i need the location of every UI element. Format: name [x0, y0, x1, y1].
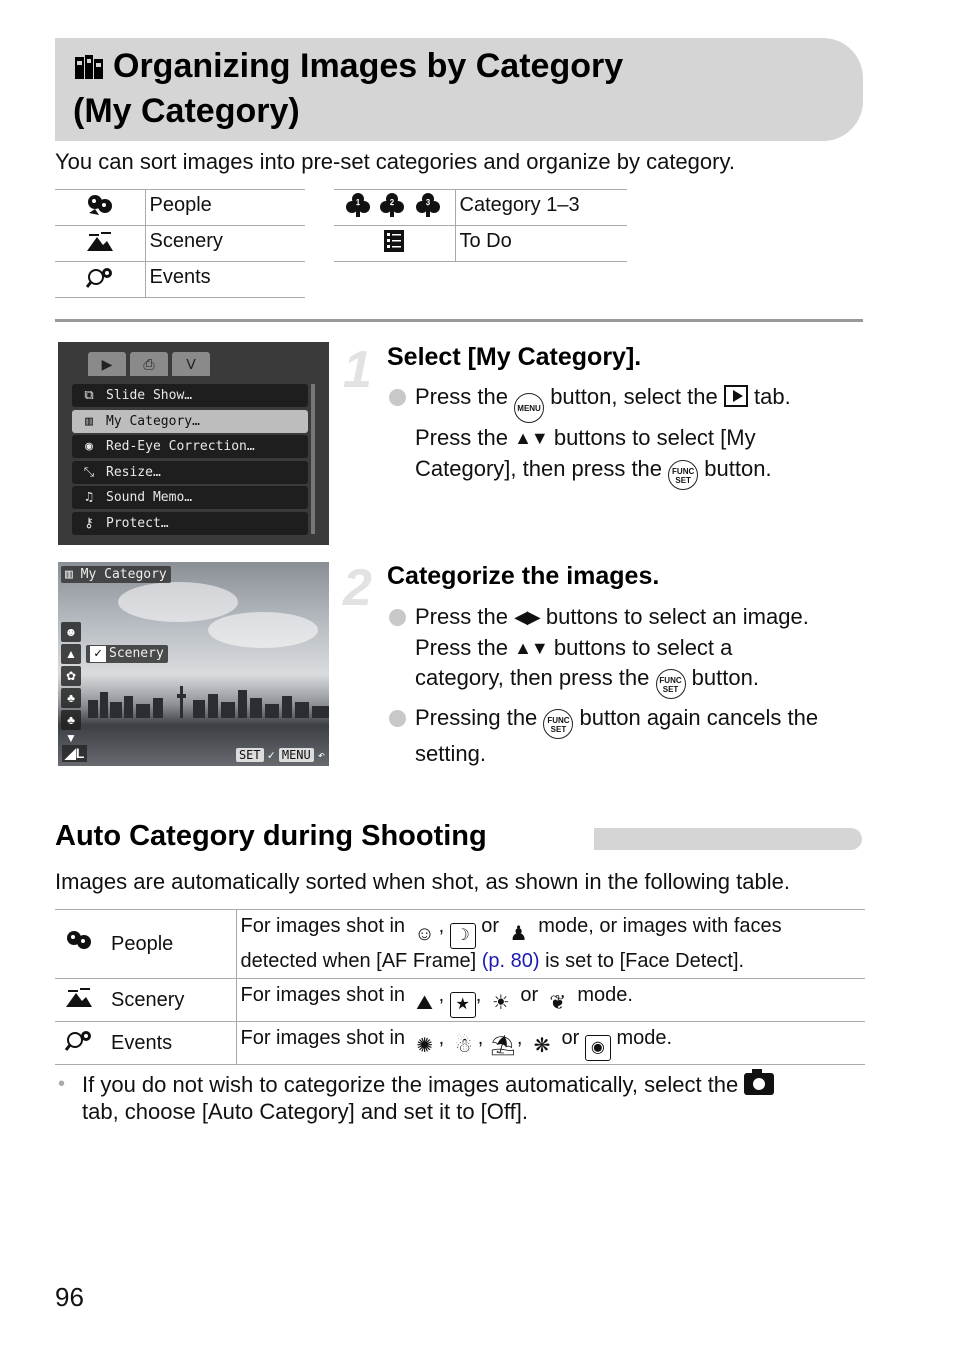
night-scene-mode-icon: ★ [450, 992, 476, 1018]
red-eye-icon: ◉ [85, 439, 93, 455]
section-intro: Images are automatically sorted when shot, as shown in the following table. [55, 869, 790, 894]
left-right-arrows-icon: ◀▶ [514, 607, 540, 627]
func-set-button-icon [668, 460, 698, 490]
step-heading: Select [My Category]. [387, 343, 642, 371]
section-heading: Auto Category during Shooting [55, 820, 487, 852]
my-category-icon: ▥ [65, 567, 81, 582]
category-description [236, 979, 865, 1022]
note-text [82, 1071, 855, 1125]
osd-menu-button: MENU [279, 748, 314, 762]
table-row [55, 979, 865, 1022]
desc-text: , [438, 1026, 445, 1049]
title-line-2: (My Category) [73, 92, 300, 130]
menu-button-icon: MENU [514, 393, 544, 423]
todo-icon [334, 226, 455, 262]
step-text: button again cancels the [579, 705, 819, 730]
menu-item-label: Resize… [106, 464, 161, 480]
key-icon: ⚷ [84, 515, 94, 531]
microphone-icon: ♫ [85, 490, 93, 506]
settings-tab-icon: ⴸ [172, 352, 210, 376]
func-label: FUNC [659, 676, 682, 685]
page-link[interactable]: (p. 80) [481, 950, 540, 972]
osd-button-guide [236, 748, 325, 762]
snow-mode-icon: ☃ [454, 1034, 473, 1057]
set-label: SET [662, 685, 679, 694]
category-label: Events [145, 262, 305, 298]
bullet-dot [389, 609, 406, 626]
category-description [236, 1022, 865, 1065]
camera-category-screen [58, 562, 329, 766]
step-body [387, 602, 862, 770]
func-set-button-icon [656, 669, 686, 699]
desc-text: For images shot in [240, 915, 406, 937]
category-2-icon: ♣ [61, 710, 81, 730]
note [55, 1071, 855, 1125]
menu-item-slide-show [72, 384, 308, 407]
desc-text: or [520, 983, 539, 1006]
night-snapshot-mode-icon: ☽ [450, 923, 476, 949]
desc-text: , [516, 1026, 523, 1049]
step-text: Press the [415, 604, 508, 629]
desc-text: is set to [Face Detect]. [545, 950, 745, 972]
menu-item-label: My Category… [106, 413, 200, 429]
menu-item-label: Slide Show… [106, 388, 193, 403]
step-bullet [387, 382, 857, 490]
step-text: setting. [415, 741, 486, 766]
set-label: SET [550, 725, 567, 734]
desc-text: mode. [616, 1026, 673, 1049]
step-text: Press the [415, 384, 508, 409]
foliage-mode-icon: ❦ [549, 991, 567, 1014]
scenery-icon [55, 226, 145, 262]
desc-text: , [438, 983, 445, 1006]
step-text: Pressing the [415, 705, 538, 730]
page-number: 96 [55, 1282, 84, 1312]
menu-item-resize [72, 461, 308, 484]
check-icon: ✓ [267, 748, 275, 762]
bullet-dot [389, 710, 406, 727]
play-tab-icon [724, 385, 748, 407]
desc-text: , [475, 983, 482, 1006]
menu-item-protect [72, 512, 308, 535]
slideshow-icon: ⧉ [84, 388, 94, 403]
category-label: Scenery [145, 226, 305, 262]
title-line-1: Organizing Images by Category [113, 47, 624, 85]
step-number: 1 [343, 341, 372, 399]
check-icon: ✓ [90, 646, 106, 662]
events-icon [55, 262, 145, 298]
func-label: FUNC [547, 716, 570, 725]
events-icon: ✿ [61, 666, 81, 686]
category-table-people [55, 189, 305, 298]
kids-pets-mode-icon: ♟ [509, 923, 528, 945]
step-bullet [387, 602, 862, 699]
table-row [55, 262, 305, 298]
category-label: People [145, 190, 305, 226]
camera-menu-screen [58, 342, 329, 545]
step-number: 2 [343, 559, 372, 617]
desc-text: or [561, 1026, 580, 1049]
print-tab-icon: ⎙ [130, 352, 168, 376]
table-row [55, 910, 865, 979]
section-divider [55, 319, 863, 322]
svg-text:1: 1 [356, 197, 361, 207]
step-bullet [387, 703, 862, 770]
title-bar [55, 38, 863, 141]
beach-mode-icon: ⛱ [490, 1034, 516, 1057]
up-down-arrows-icon: ▲▼ [514, 637, 548, 658]
menu-item-label: Sound Memo… [106, 490, 193, 506]
step-text: category, then press the [415, 665, 650, 690]
osd-category-list [61, 622, 83, 744]
menu-item-red-eye [72, 435, 308, 458]
scenery-icon: ▲ [61, 644, 81, 664]
step-text: buttons to select a [553, 634, 733, 660]
down-arrow-icon: ▼ [65, 731, 77, 745]
my-category-icon [73, 50, 105, 91]
desc-text: , [477, 1026, 484, 1049]
step-text: buttons to select an image. [545, 604, 809, 629]
camera-tab-icon [744, 1073, 774, 1095]
step-text: Category], then press the [415, 455, 663, 481]
step-text: button. [691, 665, 759, 690]
desc-text: For images shot in [240, 983, 406, 1006]
table-row [334, 190, 627, 226]
desc-text: For images shot in [240, 1026, 406, 1049]
menu-item-label: Protect… [106, 515, 169, 531]
category-1-icon: ♣ [61, 688, 81, 708]
table-row [55, 226, 305, 262]
osd-selected-label: Scenery [109, 646, 164, 661]
svg-text:2: 2 [390, 197, 395, 207]
table-row [55, 190, 305, 226]
people-icon [55, 910, 103, 979]
events-icon [55, 1022, 103, 1065]
osd-selected-category [86, 645, 168, 663]
auto-category-table [55, 909, 865, 1065]
osd-size-label: L [75, 745, 85, 761]
bullet-dot [389, 389, 406, 406]
desc-text: or [481, 915, 500, 937]
camera-menu-list [72, 384, 308, 538]
resize-icon: ⤡ [83, 464, 95, 480]
desc-text: , [438, 915, 445, 937]
menu-scrollbar [311, 384, 315, 534]
play-tab-icon: ▶ [88, 352, 126, 376]
category-table-other [334, 189, 627, 262]
my-category-icon: ▥ [85, 413, 93, 429]
step-text: button. [704, 455, 772, 481]
table-row [55, 1022, 865, 1065]
people-icon [55, 190, 145, 226]
svg-text:3: 3 [426, 197, 431, 207]
set-label: SET [675, 475, 691, 485]
step-text: Press the [415, 634, 508, 660]
page-title [73, 46, 623, 132]
fireworks-mode-icon: ❋ [533, 1034, 551, 1057]
func-label: FUNC [672, 466, 695, 476]
menu-item-label: Red-Eye Correction… [106, 439, 255, 455]
note-text-part: tab, choose [Auto Category] and set it to [Off]. [82, 1099, 528, 1124]
osd-size [62, 745, 87, 762]
landscape-mode-icon: ⛰ [416, 991, 433, 1014]
note-bullet: • [58, 1073, 66, 1095]
step-text: button, select the [550, 384, 718, 409]
osd-title-text: My Category [80, 567, 167, 582]
category-name: Events [103, 1022, 236, 1065]
cloud [118, 582, 238, 622]
portrait-mode-icon: ☺ [414, 923, 435, 945]
party-mode-icon: ✺ [416, 1034, 433, 1057]
osd-title [61, 566, 171, 583]
desc-text: mode. [577, 983, 633, 1006]
desc-text: mode, or images with faces [538, 915, 782, 937]
aquarium-mode-icon: ◉ [585, 1035, 611, 1061]
category-description [236, 910, 865, 979]
step-heading: Categorize the images. [387, 562, 660, 590]
table-row [334, 226, 627, 262]
menu-item-my-category [72, 410, 308, 433]
osd-set-button: SET [236, 748, 264, 762]
up-down-arrows-icon: ▲▼ [514, 428, 548, 448]
step-text: Press the [415, 425, 508, 450]
func-set-button-icon [543, 709, 573, 739]
size-icon: ◢ [65, 745, 76, 761]
note-text-part: If you do not wish to categorize the images automatically, select the [82, 1072, 739, 1097]
menu-item-sound-memo [72, 486, 308, 509]
cloud [208, 612, 318, 648]
category-1-3-icon [334, 190, 455, 226]
people-icon: ☻ [61, 622, 81, 642]
step-body [387, 382, 857, 490]
sunset-mode-icon: ☀ [491, 991, 510, 1014]
return-icon: ↶ [317, 748, 325, 762]
category-label: Category 1–3 [455, 190, 627, 226]
category-name: Scenery [103, 979, 236, 1022]
category-name: People [103, 910, 236, 979]
step-text: buttons to select [My [553, 425, 756, 450]
section-heading-bar [594, 828, 862, 850]
camera-tabs [88, 352, 210, 376]
category-label: To Do [455, 226, 627, 262]
city-skyline-image [58, 682, 329, 718]
desc-text: detected when [AF Frame] [240, 950, 477, 972]
step-text: tab. [754, 384, 791, 409]
intro-text: You can sort images into pre-set categories and organize by category. [55, 149, 735, 174]
scenery-icon [55, 979, 103, 1022]
